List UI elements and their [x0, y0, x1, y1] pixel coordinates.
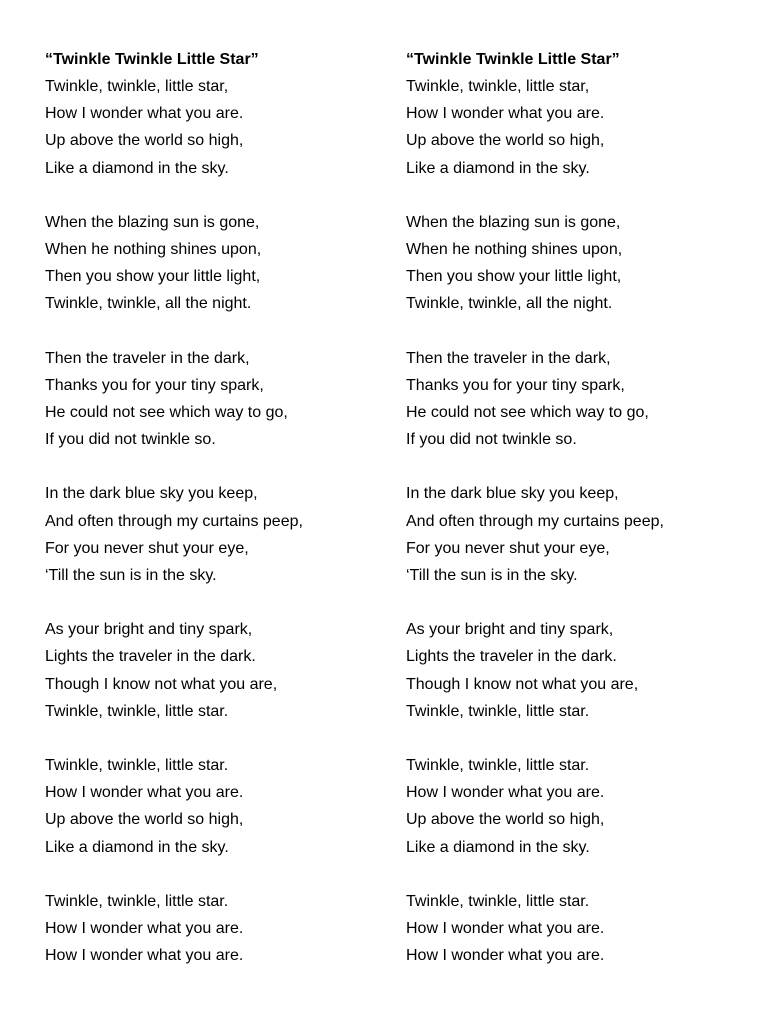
poem-line: If you did not twinkle so. — [406, 431, 577, 449]
poem-line: When the blazing sun is gone, — [45, 213, 260, 231]
poem-line: Up above the world so high, — [406, 811, 605, 829]
poem-line: Then you show your little light, — [406, 268, 622, 286]
poem-line: Thanks you for your tiny spark, — [406, 376, 625, 394]
stanza — [45, 73, 385, 182]
poem-line: For you never shut your eye, — [45, 539, 249, 557]
poem-line: ‘Till the sun is in the sky. — [406, 567, 578, 585]
poem-line: Twinkle, twinkle, little star. — [45, 702, 229, 720]
poem-line: Like a diamond in the sky. — [406, 159, 590, 177]
poem-line: Twinkle, twinkle, little star. — [406, 757, 590, 775]
poem-line: In the dark blue sky you keep, — [45, 485, 258, 503]
stanza — [45, 752, 385, 861]
poem-line: Then you show your little light, — [45, 268, 261, 286]
poem-line: He could not see which way to go, — [45, 404, 288, 422]
poem-column-left — [45, 46, 385, 996]
poem-line: Twinkle, twinkle, little star. — [406, 892, 590, 910]
poem-line: And often through my curtains peep, — [406, 512, 664, 530]
poem-title: “Twinkle Twinkle Little Star” — [45, 51, 259, 68]
poem-column-right — [406, 46, 746, 996]
stanza — [406, 480, 746, 589]
poem-line: ‘Till the sun is in the sky. — [45, 567, 217, 585]
poem-line: Twinkle, twinkle, little star. — [45, 757, 229, 775]
poem-line: Up above the world so high, — [406, 132, 605, 150]
poem-line: Twinkle, twinkle, little star, — [406, 78, 590, 95]
poem-line: How I wonder what you are. — [45, 947, 244, 965]
poem-line: Twinkle, twinkle, little star. — [45, 892, 229, 910]
poem-line: How I wonder what you are. — [406, 947, 605, 965]
poem-line: Lights the traveler in the dark. — [406, 648, 617, 666]
poem-line: If you did not twinkle so. — [45, 431, 216, 449]
poem-line: Thanks you for your tiny spark, — [45, 376, 264, 394]
poem-line: Up above the world so high, — [45, 811, 244, 829]
poem-line: For you never shut your eye, — [406, 539, 610, 557]
poem-line: Like a diamond in the sky. — [406, 838, 590, 856]
poem-line: How I wonder what you are. — [406, 105, 605, 123]
poem-line: Up above the world so high, — [45, 132, 244, 150]
stanza — [45, 480, 385, 589]
poem-line: When he nothing shines upon, — [406, 241, 623, 259]
poem-line: Though I know not what you are, — [45, 675, 278, 693]
poem-line: Twinkle, twinkle, little star. — [406, 702, 590, 720]
poem-line: When the blazing sun is gone, — [406, 213, 621, 231]
poem-line: Twinkle, twinkle, all the night. — [45, 295, 252, 313]
poem-line: Then the traveler in the dark, — [45, 349, 250, 367]
stanza — [406, 345, 746, 454]
stanza — [45, 209, 385, 318]
poem-line: Twinkle, twinkle, little star, — [45, 78, 229, 95]
stanza — [45, 345, 385, 454]
stanza — [45, 616, 385, 725]
poem-line: As your bright and tiny spark, — [406, 621, 614, 639]
poem-line: How I wonder what you are. — [45, 105, 244, 123]
poem-line: Like a diamond in the sky. — [45, 838, 229, 856]
poem-line: Then the traveler in the dark, — [406, 349, 611, 367]
poem-title: “Twinkle Twinkle Little Star” — [406, 51, 620, 68]
stanza — [406, 888, 746, 970]
poem-line: And often through my curtains peep, — [45, 512, 303, 530]
stanza — [406, 209, 746, 318]
poem-line: How I wonder what you are. — [406, 920, 605, 938]
poem-line: How I wonder what you are. — [45, 920, 244, 938]
poem-line: Twinkle, twinkle, all the night. — [406, 295, 613, 313]
stanza — [406, 616, 746, 725]
poem-stanzas — [406, 73, 746, 969]
stanza — [406, 752, 746, 861]
poem-line: When he nothing shines upon, — [45, 241, 262, 259]
poem-line: In the dark blue sky you keep, — [406, 485, 619, 503]
stanza — [45, 888, 385, 970]
poem-stanzas — [45, 73, 385, 969]
poem-line: How I wonder what you are. — [406, 784, 605, 802]
poem-line: As your bright and tiny spark, — [45, 621, 253, 639]
poem-line: Like a diamond in the sky. — [45, 159, 229, 177]
poem-line: He could not see which way to go, — [406, 404, 649, 422]
poem-line: Though I know not what you are, — [406, 675, 639, 693]
stanza — [406, 73, 746, 182]
poem-line: How I wonder what you are. — [45, 784, 244, 802]
poem-line: Lights the traveler in the dark. — [45, 648, 256, 666]
